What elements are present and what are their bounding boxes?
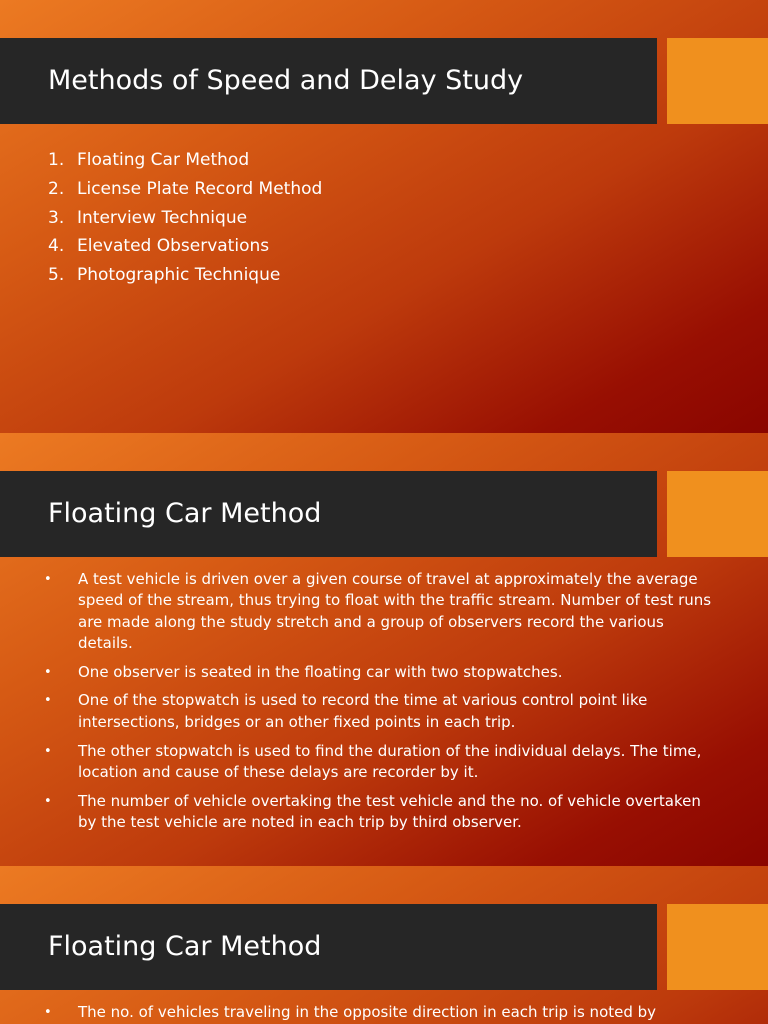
bullet-marker: •: [44, 664, 52, 680]
bullet-text: One of the stopwatch is used to record the time at various control point like intersections, bridges or an other fixed points in each trip.: [78, 691, 648, 731]
bullet-list: [44, 1002, 714, 1024]
list-item-number: 2.: [48, 178, 65, 199]
bullet-text: The no. of vehicles traveling in the opposite direction in each trip is noted by: [78, 1003, 657, 1021]
bullet-list: [44, 569, 714, 841]
bullet-text: A test vehicle is driven over a given course of travel at approximately the average speed of the stream, thus trying to float with the traffic stream. Number of test runs are made along the study stretch and a group of observers record the various details.: [78, 570, 712, 652]
accent-square: [667, 904, 768, 990]
list-item-text: Photographic Technique: [77, 265, 281, 286]
bullet-marker: •: [44, 743, 52, 759]
list-item: [48, 175, 322, 204]
slide-title: Floating Car Method: [48, 498, 322, 529]
slide-floating-car-method-continued: [0, 866, 768, 1024]
list-item: [48, 261, 322, 290]
list-item-text: Interview Technique: [77, 207, 248, 228]
methods-list: [48, 146, 322, 290]
list-item: [44, 662, 714, 683]
slide-methods-of-speed-and-delay-study: [0, 0, 768, 433]
slide-title-bar: [0, 904, 657, 990]
list-item: [44, 690, 714, 733]
slide-title: Floating Car Method: [48, 931, 322, 962]
accent-square: [667, 38, 768, 124]
list-item-text: License Plate Record Method: [77, 178, 323, 199]
list-item: [48, 232, 322, 261]
bullet-marker: •: [44, 793, 52, 809]
list-item: [44, 741, 714, 784]
bullet-text: The other stopwatch is used to find the duration of the individual delays. The time, location and cause of these delays are recorder by it.: [78, 741, 702, 781]
list-item-number: 1.: [48, 150, 65, 170]
slide-title-bar: [0, 38, 657, 124]
list-item-number: 5.: [48, 265, 65, 286]
list-item-number: 3.: [48, 207, 65, 228]
list-item-number: 4.: [48, 236, 65, 257]
slide-title-bar: [0, 471, 657, 557]
list-item-text: Floating Car Method: [77, 150, 250, 170]
bullet-text: The number of vehicle overtaking the test vehicle and the no. of vehicle overtaken by the test vehicle are noted in each trip by third observer.: [78, 791, 701, 831]
slide-floating-car-method: [0, 433, 768, 866]
bullet-text: One observer is seated in the floating car with two stopwatches.: [78, 662, 563, 681]
bullet-marker: •: [44, 693, 52, 709]
list-item-text: Elevated Observations: [77, 236, 270, 257]
list-item: [44, 569, 714, 654]
list-item: [44, 791, 714, 834]
list-item: [48, 146, 322, 175]
slide-title: Methods of Speed and Delay Study: [48, 65, 524, 96]
bullet-marker: •: [44, 1005, 52, 1020]
list-item: [48, 204, 322, 233]
list-item: [44, 1002, 714, 1023]
bullet-marker: •: [44, 572, 52, 587]
accent-square: [667, 471, 768, 557]
